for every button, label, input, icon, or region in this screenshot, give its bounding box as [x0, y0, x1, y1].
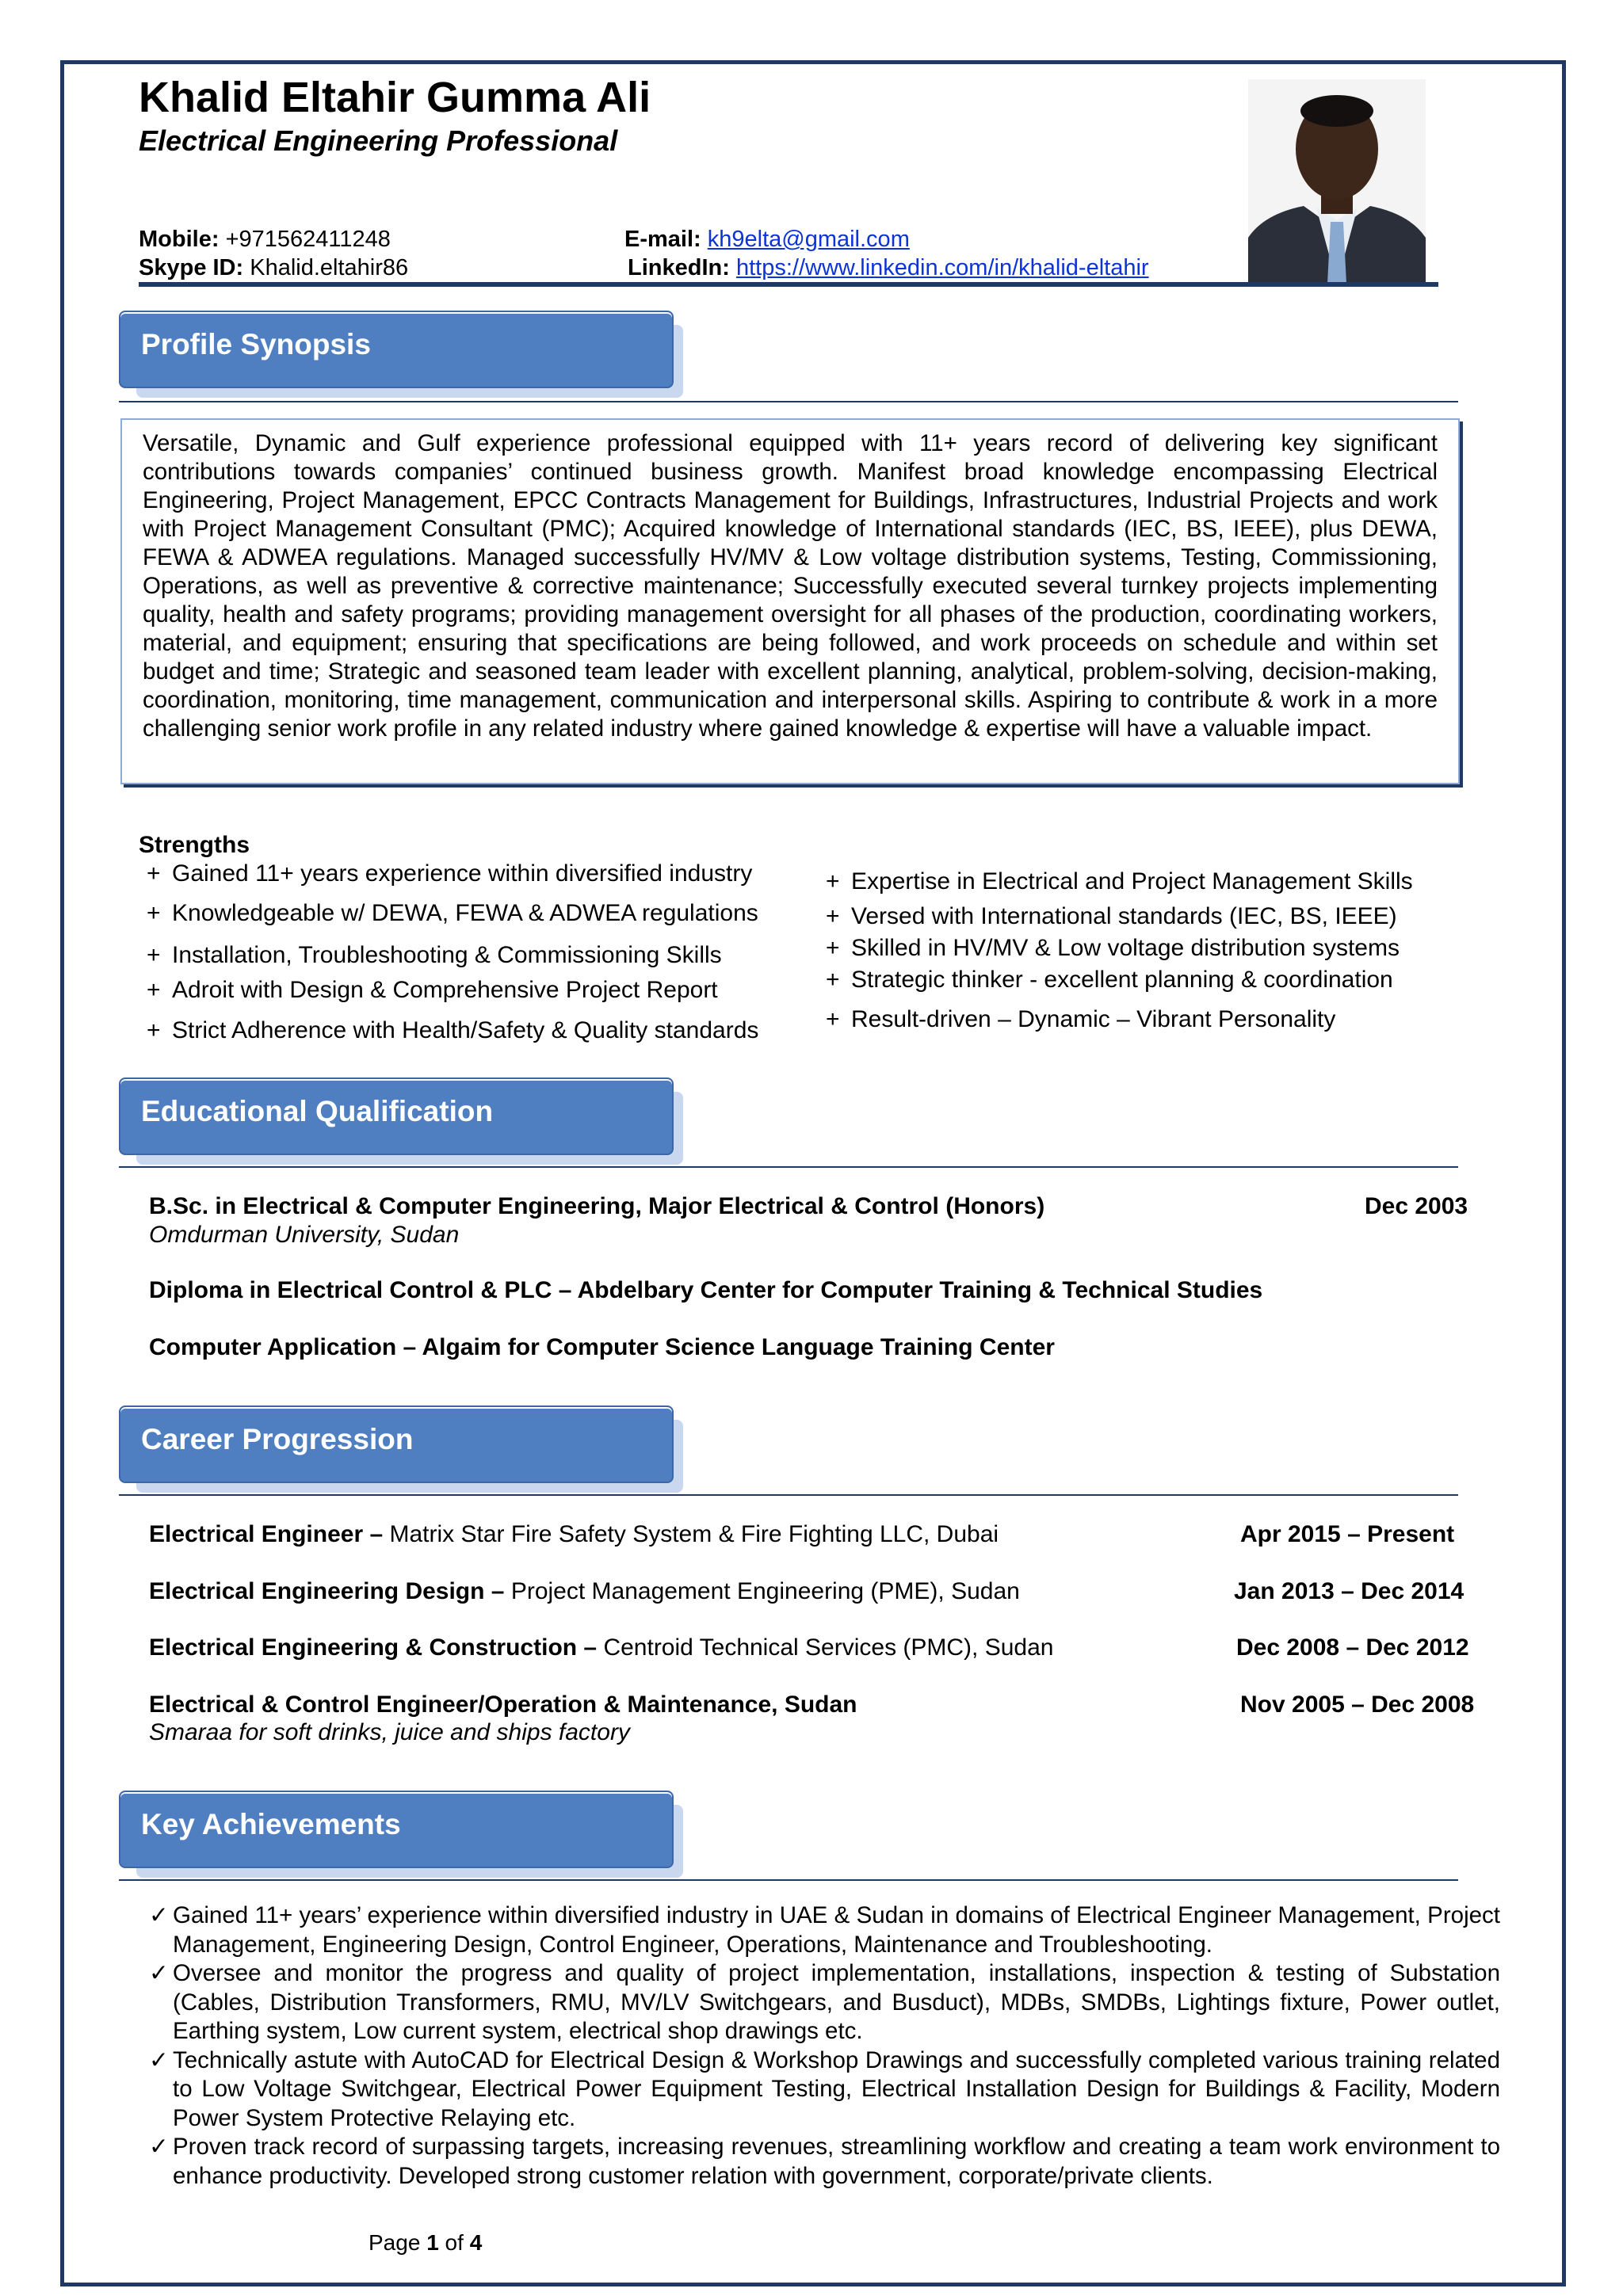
candidate-name: Khalid Eltahir Gumma Ali	[139, 74, 651, 121]
achievement-item: ✓ Proven track record of surpassing targets, increasing revenues, streamlining workflow and creating a team work environment to enhance productivity. Developed strong customer relation with government, corporate/private clients.	[149, 2134, 1500, 2189]
section-rule	[119, 1494, 1458, 1496]
job-role: Electrical Engineering & Construction –	[149, 1634, 598, 1661]
section-rule	[119, 401, 1458, 402]
skype-value: Khalid.eltahir86	[250, 255, 409, 280]
strength-item: + Knowledgeable w/ DEWA, FEWA & ADWEA regulations	[147, 900, 758, 926]
strength-item: + Strict Adherence with Health/Safety & Quality standards	[147, 1017, 759, 1043]
plus-icon: +	[826, 967, 840, 993]
section-career	[119, 1405, 674, 1483]
job-role: Electrical & Control Engineer/Operation & Maintenance, Sudan	[149, 1691, 857, 1718]
checkmark-icon: ✓	[149, 2134, 169, 2160]
plus-icon: +	[147, 977, 161, 1003]
job-entry	[149, 1634, 1053, 1661]
job-company: Matrix Star Fire Safety System & Fire Fighting LLC, Dubai	[383, 1521, 999, 1547]
education-school: Omdurman University, Sudan	[149, 1222, 460, 1248]
achievement-list	[149, 1901, 1500, 2191]
header-rule	[139, 282, 1438, 287]
section-education	[119, 1077, 674, 1155]
checkmark-icon: ✓	[149, 1960, 169, 1986]
job-date: Dec 2008 – Dec 2012	[1236, 1634, 1469, 1661]
plus-icon: +	[147, 900, 161, 926]
strength-item: + Strategic thinker - excellent planning & coordination	[826, 967, 1393, 993]
section-title: Key Achievements	[141, 1808, 401, 1840]
section-title: Career Progression	[141, 1423, 414, 1455]
skype-label: Skype ID:	[139, 255, 244, 280]
job-role: Electrical Engineer –	[149, 1521, 384, 1547]
job-date: Jan 2013 – Dec 2014	[1234, 1578, 1465, 1604]
email-link[interactable]: kh9elta@gmail.com	[707, 227, 910, 252]
achievement-item: ✓ Gained 11+ years’ experience within diversified industry in UAE & Sudan in domains of Electrical Engineer Management, Project Management, Engineering Design, Control Engineer, Operations, Maintenance and Troubleshooting.	[149, 1902, 1500, 1958]
job-company: Project Management Engineering (PME), Sudan	[504, 1578, 1020, 1604]
strength-item: + Skilled in HV/MV & Low voltage distribution systems	[826, 935, 1400, 961]
profile-photo	[1248, 79, 1426, 284]
strength-item: + Installation, Troubleshooting & Commissioning Skills	[147, 942, 722, 968]
strength-item: + Adroit with Design & Comprehensive Project Report	[147, 977, 718, 1003]
job-role: Electrical Engineering Design –	[149, 1578, 505, 1604]
strength-item: + Result-driven – Dynamic – Vibrant Personality	[826, 1006, 1336, 1032]
education-degree: B.Sc. in Electrical & Computer Engineering, Major Electrical & Control (Honors)	[149, 1193, 1045, 1219]
strengths-title: Strengths	[139, 832, 250, 858]
plus-icon: +	[147, 942, 161, 968]
strength-item: + Gained 11+ years experience within diversified industry	[147, 860, 753, 887]
checkmark-icon: ✓	[149, 2046, 169, 2073]
plus-icon: +	[826, 935, 840, 961]
education-degree: Computer Application – Algaim for Computer Science Language Training Center	[149, 1334, 1055, 1360]
education-degree: Diploma in Electrical Control & PLC – Abdelbary Center for Computer Training & Technical Studies	[149, 1277, 1263, 1303]
job-entry	[149, 1578, 1020, 1605]
candidate-title: Electrical Engineering Professional	[139, 124, 618, 157]
plus-icon: +	[826, 903, 840, 929]
section-title: Profile Synopsis	[141, 328, 371, 360]
section-rule	[119, 1166, 1458, 1168]
job-date: Nov 2005 – Dec 2008	[1240, 1691, 1475, 1718]
plus-icon: +	[826, 868, 840, 894]
achievement-item: ✓ Technically astute with AutoCAD for Electrical Design & Workshop Drawings and successfully completed various training related to Low Voltage Switchgear, Electrical Power Equipment Testing, Electrical Installation Design for Buildings & Facility, Modern Power System Protective Relaying etc.	[149, 2046, 1500, 2131]
section-achievements	[119, 1791, 674, 1868]
job-entry	[149, 1691, 857, 1718]
job-company-sub: Smaraa for soft drinks, juice and ships factory	[149, 1719, 630, 1745]
email-label: E-mail:	[624, 227, 701, 252]
skype-line	[139, 255, 408, 281]
mobile-label: Mobile:	[139, 227, 220, 252]
checkmark-icon: ✓	[149, 1902, 169, 1928]
strength-item: + Versed with International standards (IEC, BS, IEEE)	[826, 903, 1397, 929]
person-portrait-icon	[1248, 79, 1426, 284]
plus-icon: +	[147, 1017, 161, 1043]
job-entry	[149, 1521, 999, 1548]
strength-item: + Expertise in Electrical and Project Management Skills	[826, 868, 1413, 894]
plus-icon: +	[147, 860, 161, 887]
linkedin-link[interactable]: https://www.linkedin.com/in/khalid-eltahir	[735, 255, 1149, 280]
linkedin-line	[628, 255, 1149, 281]
page-number: Page 1 of 4	[369, 2230, 483, 2255]
linkedin-label: LinkedIn:	[628, 255, 730, 280]
mobile-value: +971562411248	[225, 227, 391, 252]
plus-icon: +	[826, 1006, 840, 1032]
education-date: Dec 2003	[1365, 1193, 1468, 1219]
section-title: Educational Qualification	[141, 1095, 494, 1127]
synopsis-box	[120, 418, 1460, 784]
section-profile-synopsis	[119, 311, 674, 388]
email-line	[624, 227, 910, 253]
job-company: Centroid Technical Services (PMC), Sudan	[597, 1634, 1054, 1661]
synopsis-text: Versatile, Dynamic and Gulf experience professional equipped with 11+ years record of delivering key significant contributions towards companies’ continued business growth. Manifest broad knowledge encompassing Electrical Engineering, Project Management, EPCC Contracts Management for Buildings, Infrastructures, Industrial Projects and work with Project Management Consultant (PMC); Acquired knowledge of International standards (IEC, BS, IEEE), plus DEWA, FEWA & ADWEA regulations. Managed successfully HV/MV & Low voltage distribution systems, Testing, Commissioning, Operations, as well as preventive & corrective maintenance; Successfully executed several turnkey projects implementing quality, health and safety programs; providing management oversight for all phases of the production, coordinating workers, material, and equipment; ensuring that specifications are being followed, and work proceeds on schedule and within set budget and time; Strategic and seasoned team leader with excellent planning, analytical, problem-solving, decision-making, coordination, monitoring, time management, communication and interpersonal skills. Aspiring to contribute & work in a more challenging senior work profile in any related industry where gained knowledge & expertise will have a valuable impact.	[143, 430, 1438, 742]
section-rule	[119, 1879, 1458, 1881]
achievement-item: ✓ Oversee and monitor the progress and quality of project implementation, installations, inspection & testing of Substation (Cables, Distribution Transformers, RMU, MV/LV Switchgears, and Busduct), MDBs, SMDBs, Lightings fixture, Power outlet, Earthing system, Low current system, electrical shop drawings etc.	[149, 1960, 1500, 2044]
job-date: Apr 2015 – Present	[1240, 1521, 1455, 1547]
mobile-line	[139, 227, 391, 253]
